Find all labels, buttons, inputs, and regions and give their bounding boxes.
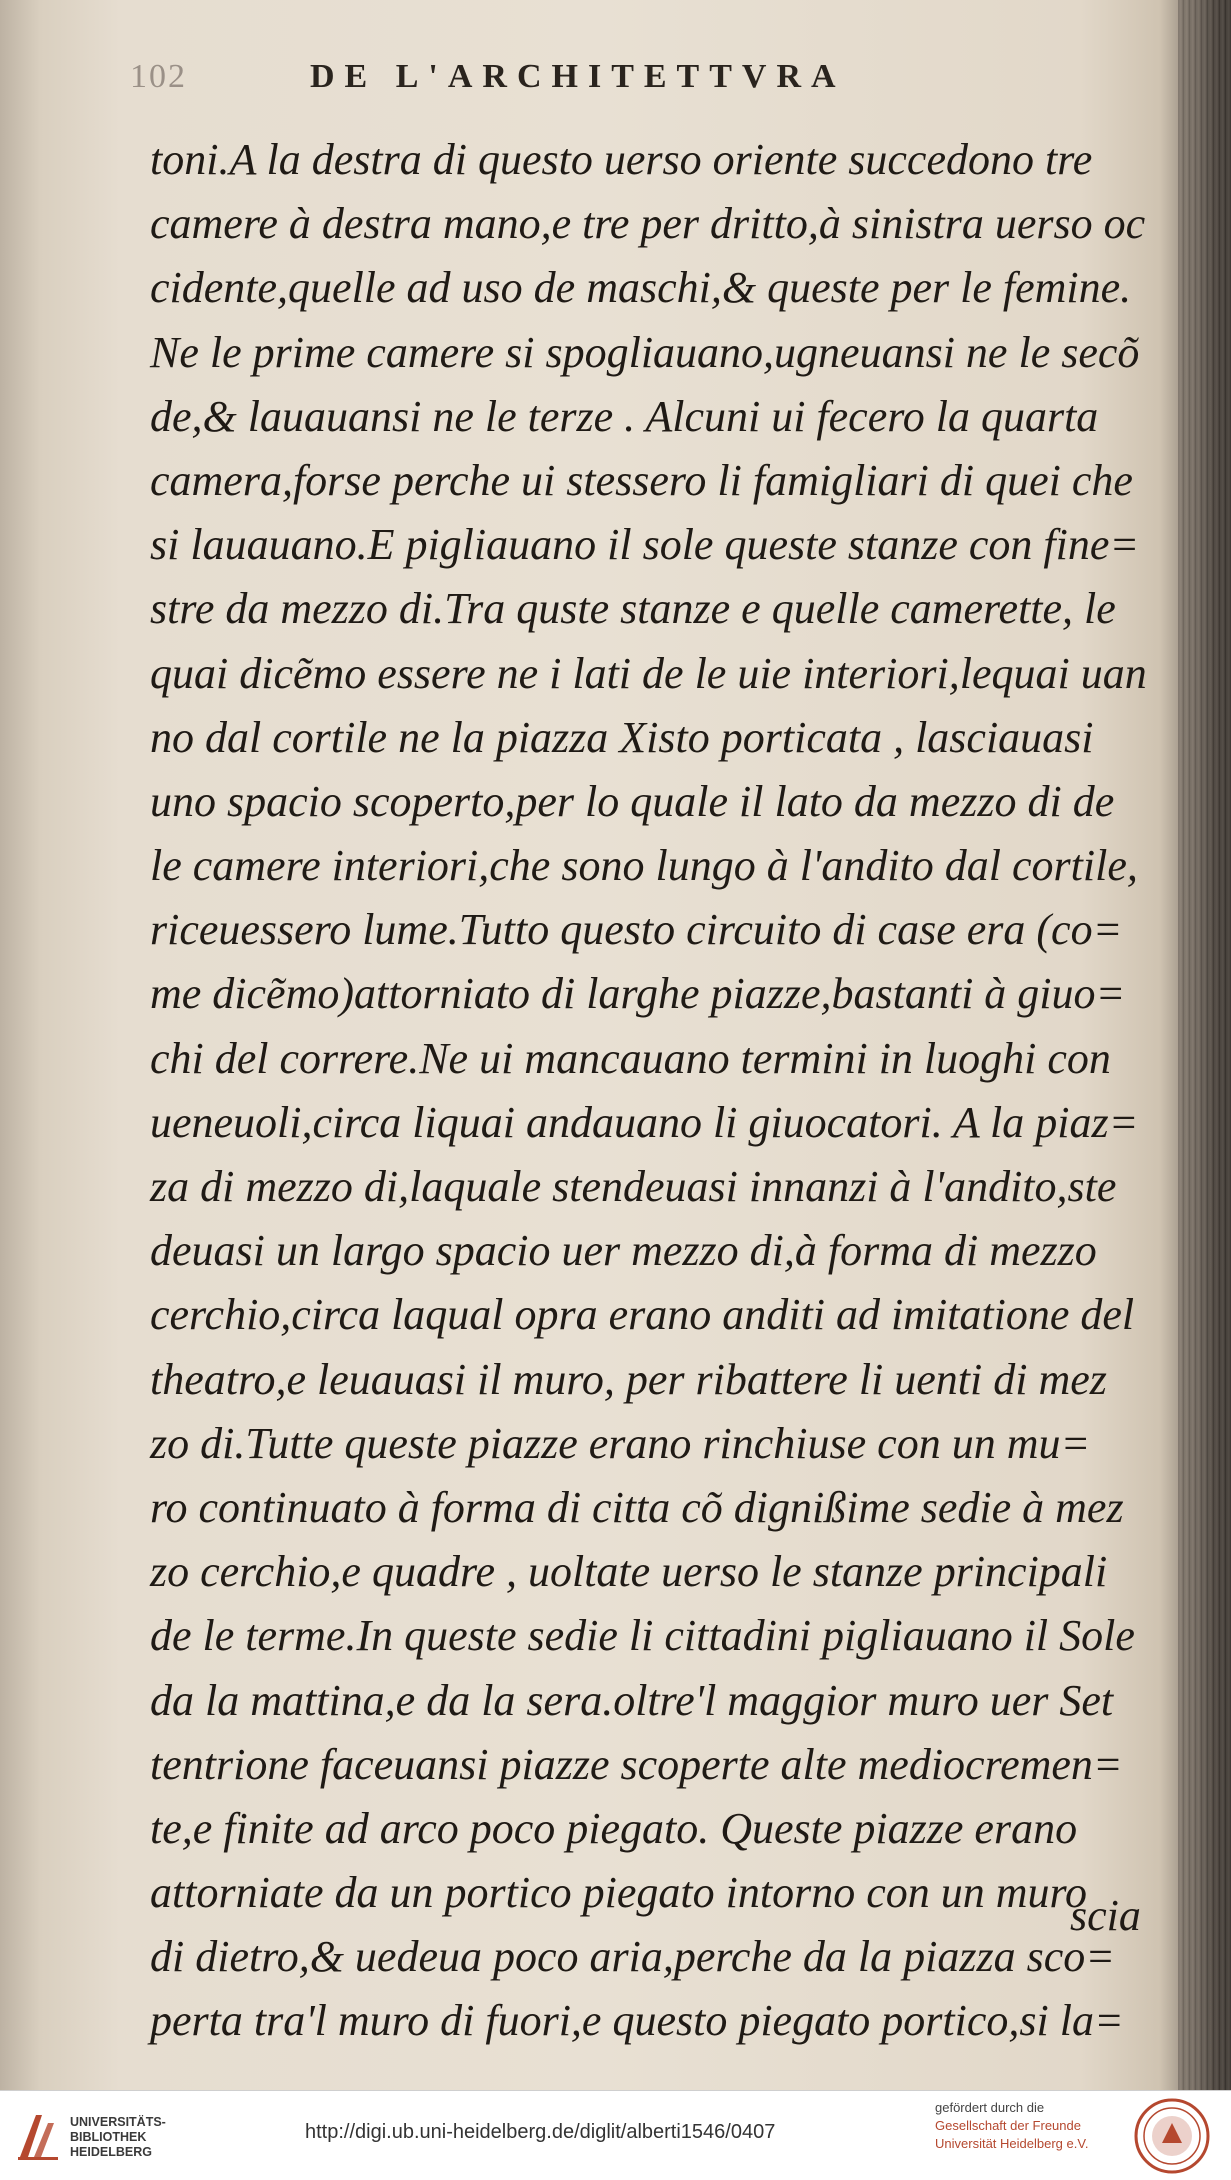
text-line: cerchio,circa laqual opra erano anditi ad imitatione del [150,1290,1135,1340]
text-line: camere à destra mano,e tre per dritto,à sinistra uerso oc [150,199,1146,249]
text-line: theatro,e leuauasi il muro, per ribattere li uenti di mez [150,1354,1107,1404]
sponsor-org-line: Universität Heidelberg e.V. [935,2136,1089,2151]
text-line: zo cerchio,e quadre , uoltate uerso le stanze principali [150,1547,1108,1597]
text-line: tentrione faceuansi piazze scoperte alte mediocremen= [150,1739,1123,1789]
sponsor-intro: gefördert durch die [935,2100,1045,2115]
sponsor-block [935,2099,1135,2153]
text-line: quai dicẽmo essere ne i lati de le uie interiori,lequai uan [150,648,1147,698]
library-line: BIBLIOTHEK [70,2130,147,2144]
text-line: le camere interiori,che sono lungo à l'andito dal cortile, [150,841,1138,891]
catchword: scia [1070,1891,1141,1940]
text-line: chi del correre.Ne ui mancauano termini in luoghi con [150,1033,1111,1083]
text-line: te,e finite ad arco poco piegato. Queste piazze erano [150,1803,1078,1853]
text-line: si lauauano.E pigliauano il sole queste stanze con fine= [150,520,1140,570]
running-title: DE L'ARCHITETTVRA [310,58,846,95]
text-line: stre da mezzo di.Tra quste stanze e quelle camerette, le [150,584,1116,634]
text-line: di dietro,& uedeua poco aria,perche da la piazza sco= [150,1932,1115,1982]
book-page-edge [1178,0,1231,2090]
library-logo[interactable] [14,2103,164,2169]
sponsor-org-line: Gesellschaft der Freunde [935,2118,1081,2133]
text-line: ueneuoli,circa liquai andauano li giuocatori. A la piaz= [150,1097,1139,1147]
text-line: da la mattina,e da la sera.oltre'l maggior muro uer Set [150,1675,1114,1725]
permalink-url[interactable]: http://digi.ub.uni-heidelberg.de/diglit/alberti1546/0407 [305,2121,776,2143]
text-line: de,& lauauansi ne le terze . Alcuni ui fecero la quarta [150,391,1099,441]
footer-bar [0,2090,1231,2180]
text-line: me dicẽmo)attorniato di larghe piazze,bastanti à giuo= [150,969,1126,1019]
library-line: HEIDELBERG [70,2145,152,2159]
text-line: cidente,quelle ad uso de maschi,& queste per le femine. [150,263,1132,313]
library-line: UNIVERSITÄTS- [70,2115,166,2129]
page-number: 102 [130,58,187,95]
university-seal-icon[interactable] [1132,2097,1212,2175]
text-line: ro continuato à forma di citta cõ dignißime sedie à mez [150,1482,1124,1532]
library-logo-text [70,2115,166,2160]
text-line: riceuessero lume.Tutto questo circuito di case era (co= [150,905,1123,955]
text-line: Ne le prime camere si spogliauano,ugneuansi ne le secõ [150,327,1140,377]
library-logo-icon [14,2109,64,2163]
text-line: zo di.Tutte queste piazze erano rinchiuse con un mu= [150,1418,1091,1468]
body-text [150,128,1180,2054]
text-line: no dal cortile ne la piazza Xisto porticata , lasciauasi [150,712,1094,762]
text-line: toni.A la destra di questo uerso oriente succedono tre [150,135,1093,184]
text-line: uno spacio scoperto,per lo quale il lato da mezzo di de [150,776,1115,826]
page-header [130,58,1170,110]
text-line: de le terme.In queste sedie li cittadini pigliauano il Sole [150,1611,1135,1661]
text-line: attorniate da un portico piegato intorno con un muro [150,1868,1087,1918]
text-line: deuasi un largo spacio uer mezzo di,à forma di mezzo [150,1226,1097,1276]
text-line: za di mezzo di,laquale stendeuasi innanzi à l'andito,ste [150,1162,1117,1211]
text-line: perta tra'l muro di fuori,e questo piegato portico,si la= [150,1996,1124,2046]
text-line: camera,forse perche ui stessero li famigliari di quei che [150,455,1133,505]
